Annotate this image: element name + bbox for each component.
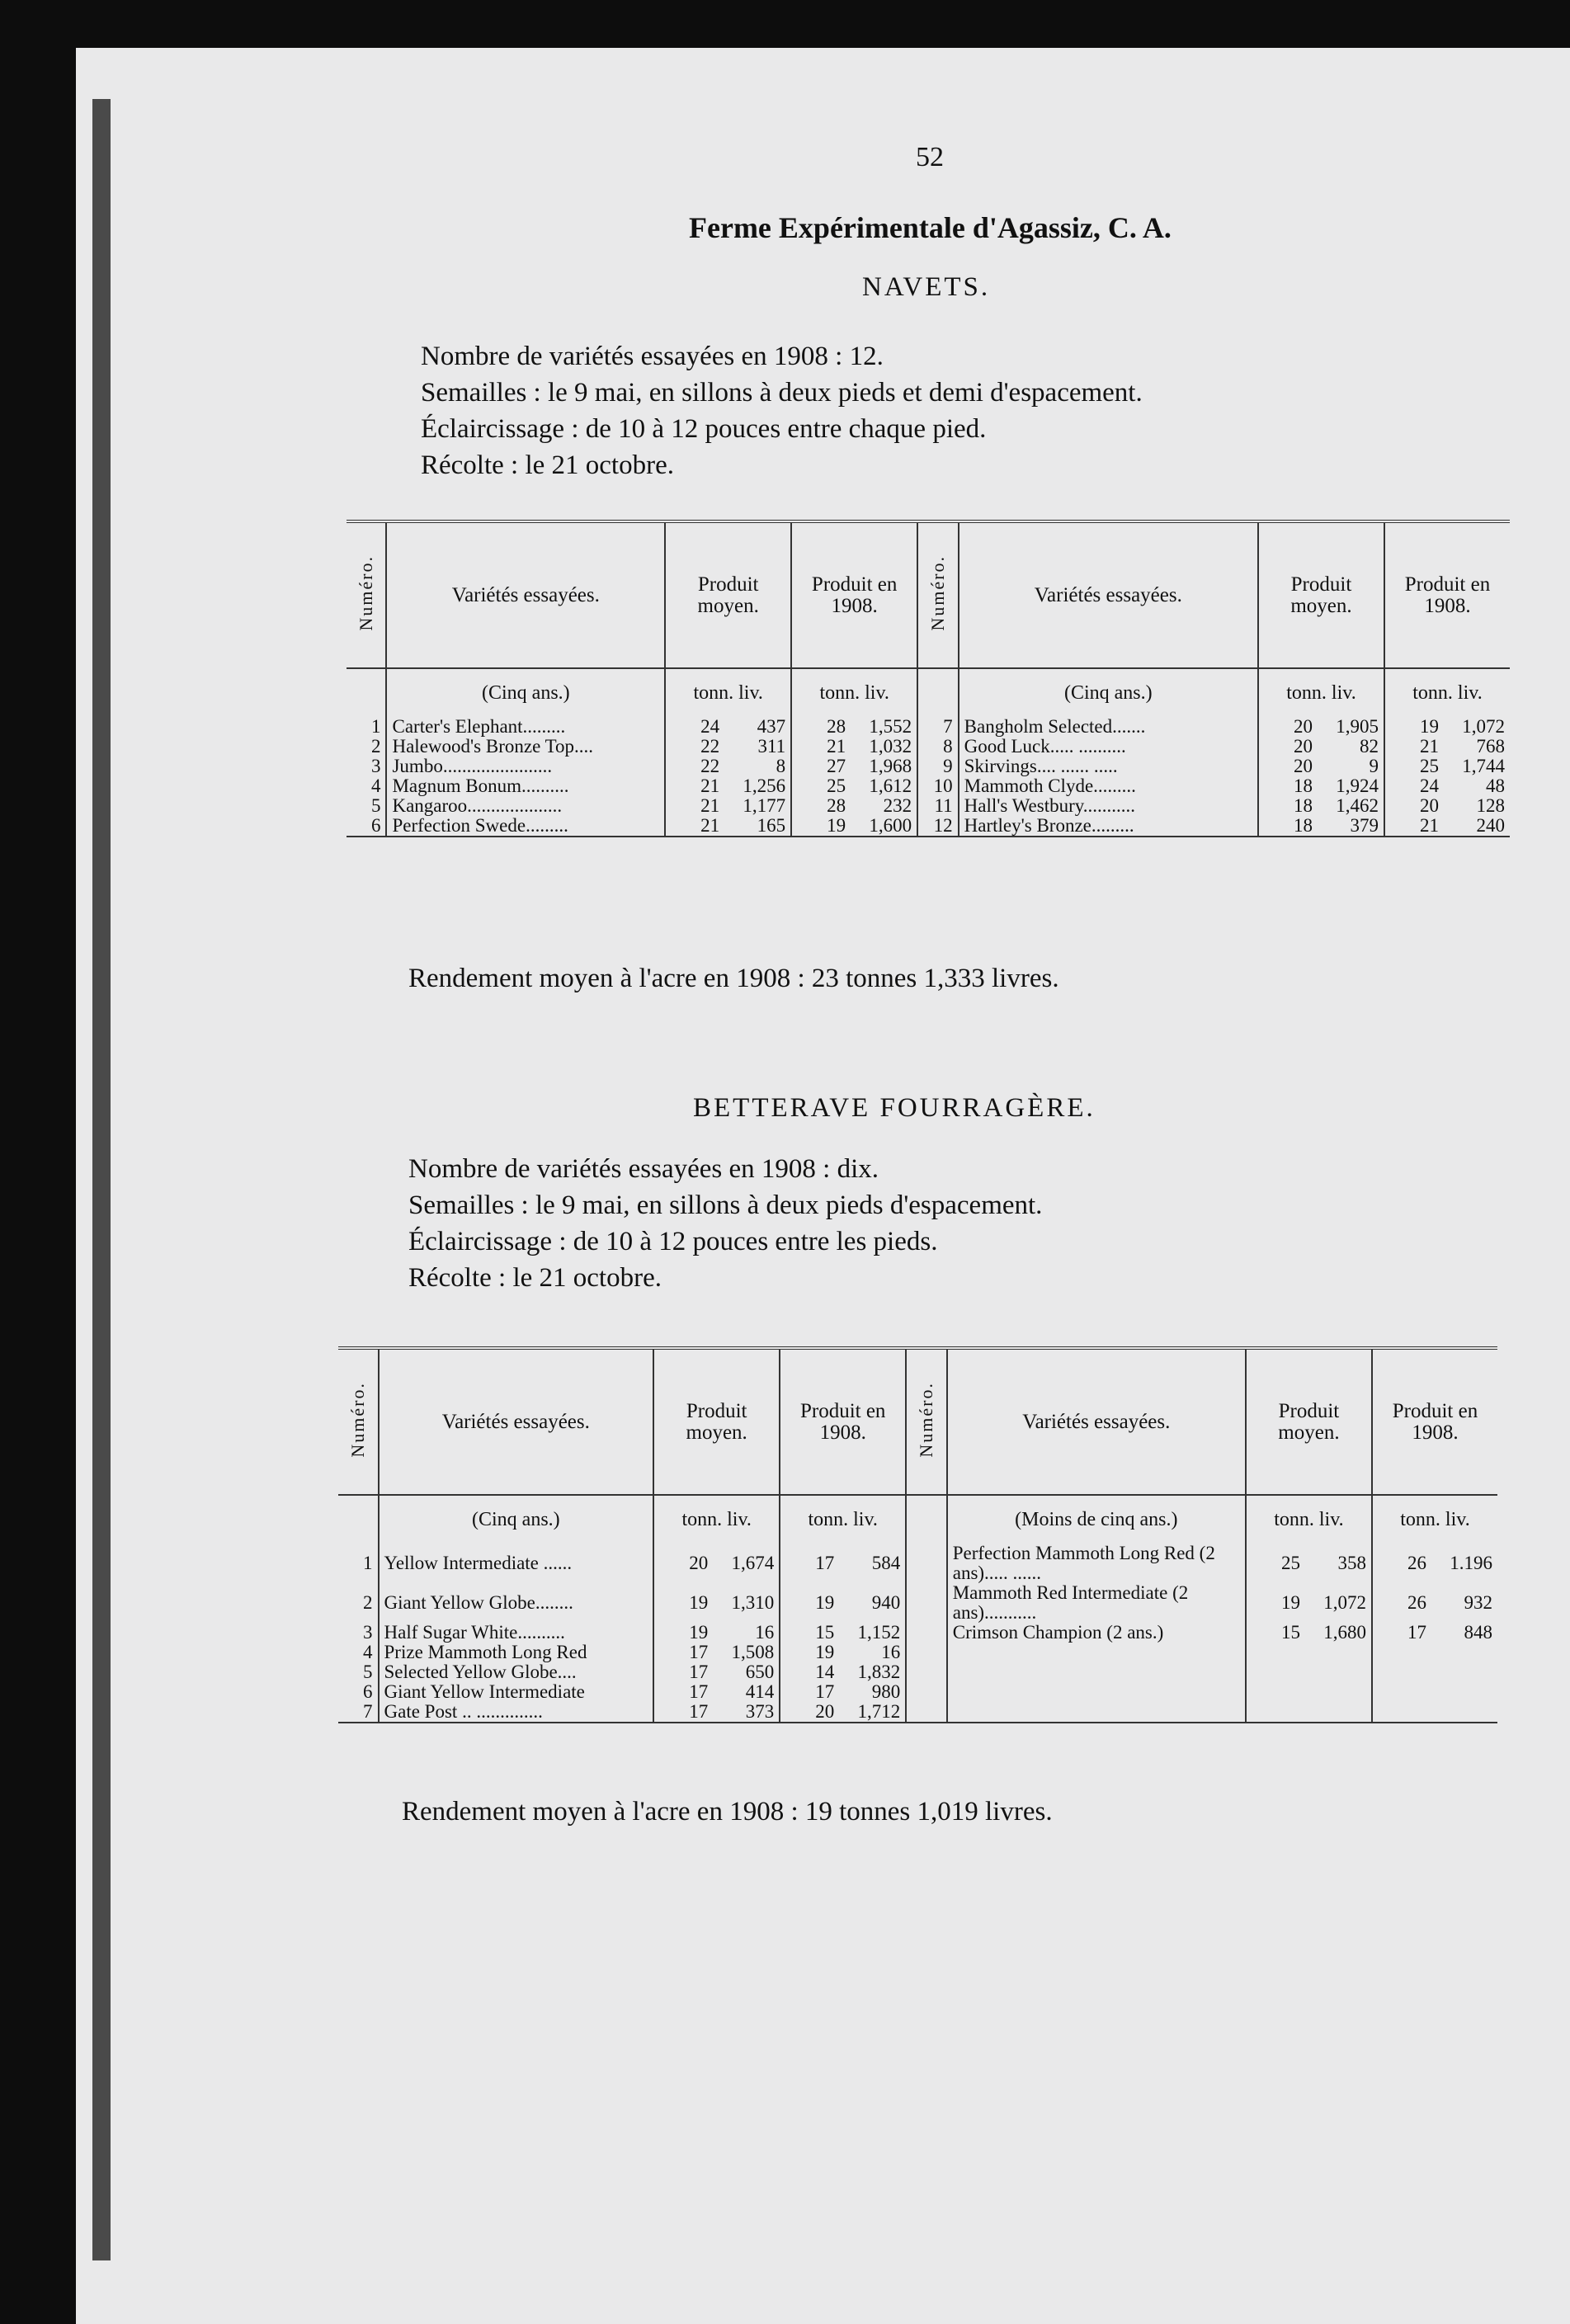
empty-cell — [1246, 1662, 1372, 1682]
header-produit-moyen: Produit moyen. — [653, 1348, 780, 1495]
table-row — [347, 757, 1510, 776]
units-label: tonn. liv. — [653, 1495, 780, 1544]
table-row — [338, 1682, 1497, 1702]
empty-cell — [947, 1702, 1246, 1723]
produit-moyen-value: 18 1,924 — [1258, 776, 1384, 796]
produit-moyen-value: 18 1,462 — [1258, 796, 1384, 816]
produit-1908-value: 27 1,968 — [791, 757, 917, 776]
variety-name: Mammoth Red Intermediate (2 ans)........... — [947, 1583, 1246, 1623]
section-title-betterave: BETTERAVE FOURRAGÈRE. — [693, 1093, 1096, 1123]
variety-name: Selected Yellow Globe.... — [379, 1662, 654, 1682]
produit-moyen-value: 19 1,310 — [653, 1583, 780, 1623]
empty-cell — [947, 1682, 1246, 1702]
units-label: tonn. liv. — [665, 668, 791, 717]
subheader-period: (Cinq ans.) — [379, 1495, 654, 1544]
betterave-meta-line: Récolte : le 21 octobre. — [408, 1263, 662, 1293]
subheader-period: (Cinq ans.) — [959, 668, 1258, 717]
produit-1908-value: 17 584 — [780, 1544, 906, 1583]
produit-1908-value: 28 232 — [791, 796, 917, 816]
produit-moyen-value: 22 311 — [665, 737, 791, 757]
empty-cell — [1372, 1682, 1497, 1702]
row-number: 10 — [917, 776, 958, 796]
betterave-meta-line: Nombre de variétés essayées en 1908 : dix. — [408, 1154, 879, 1184]
row-number: 5 — [338, 1662, 379, 1682]
empty-cell — [906, 1583, 947, 1623]
header-produit-1908: Produit en 1908. — [1384, 521, 1510, 668]
variety-name: Crimson Champion (2 ans.) — [947, 1623, 1246, 1643]
variety-name: Prize Mammoth Long Red — [379, 1643, 654, 1662]
produit-moyen-value: 20 1,905 — [1258, 717, 1384, 737]
betterave-meta — [408, 1151, 1042, 1296]
betterave-meta-line: Éclaircissage : de 10 à 12 pouces entre les pieds. — [408, 1227, 938, 1256]
navets-rendement: Rendement moyen à l'acre en 1908 : 23 tonnes 1,333 livres. — [408, 964, 1059, 993]
row-number: 12 — [917, 816, 958, 837]
betterave-meta-line: Semailles : le 9 mai, en sillons à deux pieds d'espacement. — [408, 1190, 1043, 1220]
produit-moyen-value: 17 650 — [653, 1662, 780, 1682]
produit-moyen-value: 22 8 — [665, 757, 791, 776]
produit-moyen-value: 20 82 — [1258, 737, 1384, 757]
produit-1908-value: 17 980 — [780, 1682, 906, 1702]
produit-1908-value: 19 1,072 — [1420, 716, 1505, 737]
header-produit-moyen: Produit moyen. — [1258, 521, 1384, 668]
variety-name: Giant Yellow Intermediate — [379, 1682, 654, 1702]
empty-cell — [1246, 1702, 1372, 1723]
variety-name: Carter's Elephant......... — [386, 717, 665, 737]
header-produit-moyen: Produit moyen. — [1246, 1348, 1372, 1495]
row-number: 4 — [347, 776, 386, 796]
units-label: tonn. liv. — [1246, 1495, 1372, 1544]
navets-meta — [421, 338, 1143, 483]
empty-cell — [906, 1682, 947, 1702]
header-numero: Numéro. — [338, 1348, 379, 1495]
produit-1908-value: 21 240 — [1420, 815, 1505, 836]
units-label: tonn. liv. — [1258, 668, 1384, 717]
table-row — [347, 717, 1510, 737]
header-numero: Numéro. — [906, 1348, 947, 1495]
header-varietes: Variétés essayées. — [959, 521, 1258, 668]
produit-1908-value: 19 16 — [780, 1643, 906, 1662]
empty-cell — [1372, 1643, 1497, 1662]
produit-moyen-value: 24 437 — [665, 717, 791, 737]
produit-1908-value: 17 848 — [1407, 1622, 1492, 1643]
empty-cell — [906, 1702, 947, 1723]
table-row — [338, 1662, 1497, 1682]
table-row — [338, 1702, 1497, 1723]
variety-name: Perfection Mammoth Long Red (2 ans)..... ...... — [947, 1544, 1246, 1583]
table-row — [338, 1643, 1497, 1662]
empty-cell — [1372, 1702, 1497, 1723]
navets-meta-line: Semailles : le 9 mai, en sillons à deux pieds et demi d'espacement. — [421, 378, 1143, 408]
produit-1908-value: 26 932 — [1407, 1592, 1492, 1613]
produit-1908-value: 15 1,152 — [780, 1623, 906, 1643]
variety-name: Hartley's Bronze......... — [959, 816, 1258, 837]
produit-1908-value: 21 768 — [1420, 736, 1505, 757]
variety-name: Magnum Bonum.......... — [386, 776, 665, 796]
header-produit-1908: Produit en 1908. — [1372, 1348, 1497, 1495]
produit-moyen-value: 20 1,674 — [653, 1544, 780, 1583]
produit-moyen-value: 20 9 — [1258, 757, 1384, 776]
row-number: 6 — [347, 816, 386, 837]
header-numero: Numéro. — [917, 521, 958, 668]
header-varietes: Variétés essayées. — [386, 521, 665, 668]
units-label: tonn. liv. — [1400, 1508, 1470, 1530]
row-number: 5 — [347, 796, 386, 816]
produit-1908-value: 14 1,832 — [780, 1662, 906, 1682]
produit-moyen-value: 21 165 — [665, 816, 791, 837]
variety-name: Yellow Intermediate ...... — [379, 1544, 654, 1583]
row-number: 6 — [338, 1682, 379, 1702]
produit-1908-value: 28 1,552 — [791, 717, 917, 737]
row-number: 4 — [338, 1643, 379, 1662]
produit-1908-value: 20 128 — [1420, 795, 1505, 816]
navets-table — [347, 520, 1510, 842]
empty-cell — [906, 1544, 947, 1583]
variety-name: Half Sugar White.......... — [379, 1623, 654, 1643]
table-row — [347, 737, 1510, 757]
produit-1908-value: 20 1,712 — [780, 1702, 906, 1723]
row-number: 2 — [338, 1583, 379, 1623]
produit-1908-value: 25 1,612 — [791, 776, 917, 796]
betterave-table — [338, 1346, 1497, 1728]
header-varietes: Variétés essayées. — [379, 1348, 654, 1495]
produit-1908-value: 19 1,600 — [791, 816, 917, 837]
page-number: 52 — [916, 142, 944, 172]
produit-moyen-value: 25 358 — [1246, 1544, 1372, 1583]
row-number: 1 — [338, 1544, 379, 1583]
header-varietes: Variétés essayées. — [947, 1348, 1246, 1495]
empty-cell — [906, 1643, 947, 1662]
units-label: tonn. liv. — [780, 1495, 906, 1544]
row-number: 1 — [347, 717, 386, 737]
produit-moyen-value: 19 1,072 — [1246, 1583, 1372, 1623]
header-produit-1908: Produit en 1908. — [780, 1348, 906, 1495]
table-row — [338, 1583, 1497, 1623]
produit-1908-value: 24 48 — [1420, 775, 1505, 796]
produit-1908-value: 19 940 — [780, 1583, 906, 1623]
produit-moyen-value: 21 1,256 — [665, 776, 791, 796]
units-label: tonn. liv. — [1412, 681, 1483, 704]
table-row — [338, 1544, 1497, 1583]
header-produit-1908: Produit en 1908. — [791, 521, 917, 668]
variety-name: Mammoth Clyde......... — [959, 776, 1258, 796]
produit-moyen-value: 17 373 — [653, 1702, 780, 1723]
binding-edge — [92, 99, 111, 2260]
empty-cell — [906, 1662, 947, 1682]
produit-moyen-value: 15 1,680 — [1246, 1623, 1372, 1643]
row-number: 8 — [917, 737, 958, 757]
row-number: 9 — [917, 757, 958, 776]
betterave-rendement: Rendement moyen à l'acre en 1908 : 19 tonnes 1,019 livres. — [402, 1797, 1053, 1827]
variety-name: Jumbo....................... — [386, 757, 665, 776]
variety-name: Skirvings.... ...... ..... — [959, 757, 1258, 776]
empty-cell — [1246, 1682, 1372, 1702]
subheader-period: (Cinq ans.) — [386, 668, 665, 717]
produit-moyen-value: 21 1,177 — [665, 796, 791, 816]
variety-name: Perfection Swede......... — [386, 816, 665, 837]
row-number: 2 — [347, 737, 386, 757]
section-title-navets: NAVETS. — [862, 272, 991, 302]
empty-cell — [947, 1643, 1246, 1662]
header-produit-moyen: Produit moyen. — [665, 521, 791, 668]
empty-cell — [1372, 1662, 1497, 1682]
variety-name: Gate Post .. .............. — [379, 1702, 654, 1723]
row-number: 7 — [917, 717, 958, 737]
produit-moyen-value: 17 414 — [653, 1682, 780, 1702]
subheader-period: (Moins de cinq ans.) — [947, 1495, 1246, 1544]
units-label: tonn. liv. — [791, 668, 917, 717]
variety-name: Kangaroo.................... — [386, 796, 665, 816]
produit-1908-value: 26 1.196 — [1407, 1553, 1492, 1573]
produit-1908-value: 21 1,032 — [791, 737, 917, 757]
table-row — [338, 1623, 1497, 1643]
farm-title: Ferme Expérimentale d'Agassiz, C. A. — [689, 211, 1172, 244]
table-row — [347, 776, 1510, 796]
table-row — [347, 796, 1510, 816]
empty-cell — [906, 1623, 947, 1643]
produit-moyen-value: 19 16 — [653, 1623, 780, 1643]
navets-meta-line: Nombre de variétés essayées en 1908 : 12. — [421, 342, 884, 371]
row-number: 11 — [917, 796, 958, 816]
produit-moyen-value: 18 379 — [1258, 816, 1384, 837]
produit-1908-value: 25 1,744 — [1420, 756, 1505, 776]
variety-name: Bangholm Selected....... — [959, 717, 1258, 737]
empty-cell — [1246, 1643, 1372, 1662]
variety-name: Good Luck..... .......... — [959, 737, 1258, 757]
variety-name: Hall's Westbury........... — [959, 796, 1258, 816]
row-number: 3 — [347, 757, 386, 776]
header-numero: Numéro. — [347, 521, 386, 668]
table-row — [347, 816, 1510, 837]
row-number: 7 — [338, 1702, 379, 1723]
produit-moyen-value: 17 1,508 — [653, 1643, 780, 1662]
variety-name: Halewood's Bronze Top.... — [386, 737, 665, 757]
row-number: 3 — [338, 1623, 379, 1643]
navets-meta-line: Récolte : le 21 octobre. — [421, 450, 674, 480]
navets-meta-line: Éclaircissage : de 10 à 12 pouces entre chaque pied. — [421, 414, 987, 444]
variety-name: Giant Yellow Globe........ — [379, 1583, 654, 1623]
empty-cell — [947, 1662, 1246, 1682]
